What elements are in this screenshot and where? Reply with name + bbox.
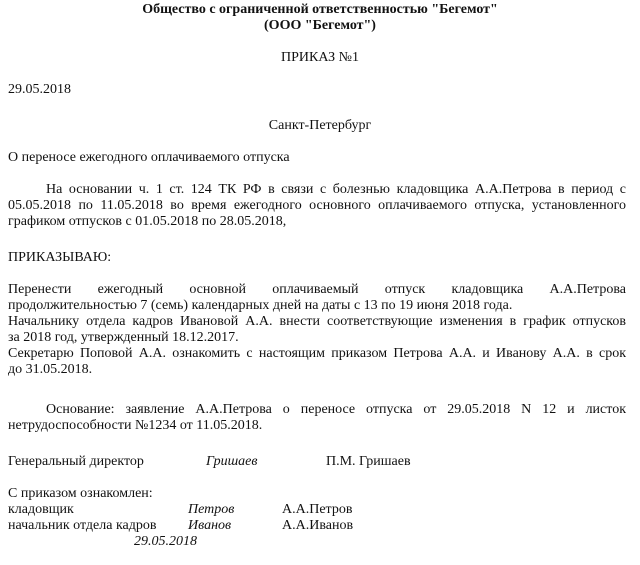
ack-row-1-sign: Петров [188,502,235,517]
directives [8,282,626,378]
basis-line-1: На основании ч. 1 ст. 124 ТК РФ в связи с болезнью кладовщика А.А.Петрова в период с [46,182,626,197]
directive-1-line-2: продолжительностью 7 (семь) календарных дней на даты с 13 по 19 июня 2018 года. [8,298,513,313]
directive-3-line-1: Секретарю Поповой А.А. ознакомить с настоящим приказом Петрова А.А. и Иванову А.А. в срок [8,346,626,361]
basis-line-2: 05.05.2018 по 11.05.2018 во время ежегодного основного оплачиваемого отпуска, установленного [8,198,626,213]
ack-row-2-name: А.А.Иванов [282,518,354,533]
ack-row-1-name: А.А.Петров [282,502,353,517]
company-short-name: (ООО "Бегемот") [264,18,376,33]
basis-line-3: графиком отпусков с 01.05.2018 по 28.05.2018, [8,214,287,229]
signature-position: Генеральный директор [8,454,144,469]
acknowledgment-title: С приказом ознакомлен: [8,486,153,501]
grounds-line-2: нетрудоспособности №1234 от 11.05.2018. [8,418,263,433]
directive-1-line-1: Перенести ежегодный основной оплачиваемый отпуск кладовщика А.А.Петрова [8,282,626,297]
directive-2-line-2: за 2018 год, утвержденный 18.12.2017. [8,330,239,345]
grounds [8,402,626,434]
order-word: ПРИКАЗЫВАЮ: [8,250,112,265]
signature-sign: Гришаев [206,454,258,469]
directive-2-line-1: Начальнику отдела кадров Ивановой А.А. внести соответствующие изменения в график отпусков [8,314,626,329]
order-subject: О переносе ежегодного оплачиваемого отпуска [8,150,290,165]
basis-paragraph [8,182,626,230]
order-date: 29.05.2018 [8,82,71,97]
company-full-name: Общество с ограниченной ответственностью "Бегемот" [142,2,498,17]
ack-row-2-position: начальник отдела кадров [8,518,157,533]
order-city: Санкт-Петербург [268,118,372,133]
directive-3-line-2: до 31.05.2018. [8,362,93,377]
order-title: ПРИКАЗ №1 [281,50,359,65]
signature-name: П.М. Гришаев [326,454,411,469]
grounds-line-1: Основание: заявление А.А.Петрова о переносе отпуска от 29.05.2018 N 12 и листок [46,402,626,417]
ack-row-2-sign: Иванов [188,518,232,533]
ack-row-1-position: кладовщик [8,502,74,517]
acknowledgment-date: 29.05.2018 [134,534,197,549]
